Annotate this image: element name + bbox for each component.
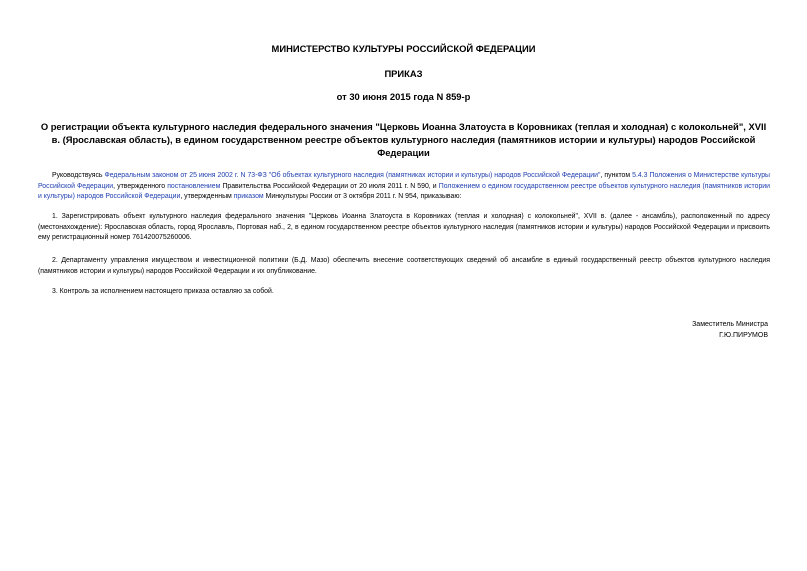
- order-item-2: 2. Департаменту управления имуществом и инвестиционной политики (Б.Д. Мазо) обеспечить внесение соответствующих сведений об ансамбле в единый государственный реестр объектов культурного наследия (памятников истории и культуры) народов Российской Федерации и их опубликование.: [38, 257, 770, 275]
- registry-regulation-link[interactable]: Положением о едином государственном реестре объектов культурного наследия (памятников истории и культуры) народов Российской Федерации: [38, 182, 770, 201]
- signatory-name: Г.Ю.ПИРУМОВ: [719, 332, 768, 339]
- ministry-heading: МИНИСТЕРСТВО КУЛЬТУРЫ РОССИЙСКОЙ ФЕДЕРАЦИИ: [271, 43, 536, 54]
- ministry-regulation-link[interactable]: 5.4.3 Положения о Министерстве культуры Российской Федерации: [38, 172, 770, 190]
- document-date-number: от 30 июня 2015 года N 859-р: [336, 91, 471, 102]
- preamble-text-1: Руководствуясь: [52, 172, 105, 179]
- document-type: ПРИКАЗ: [384, 68, 423, 79]
- preamble-text-6: Минкультуры России от 3 октября 2011 г. N 954, приказываю:: [263, 193, 462, 201]
- federal-law-link[interactable]: Федеральным законом от 25 июня 2002 г. N 73-ФЗ "Об объектах культурного наследия (памятниках истории и культуры) народов Российской Федерации": [104, 172, 601, 179]
- order-item-1: 1. Зарегистрировать объект культурного наследия федерального значения "Церковь Иоанна Златоуста в Коровниках (теплая и холодная) с колокольней", XVII в. (далее - ансамбль), расположенный по адресу (местонахождение): Ярославская область, город Ярославль, Портовая наб., 2, в едином государственном реестре объектов культурного наследия (памятников истории и культуры) народов Российской Федерации и присвоить ему регистрационный номер 761420075260006.: [38, 213, 770, 242]
- preamble-text-3: , утвержденного: [113, 182, 168, 190]
- preamble-paragraph: [38, 171, 770, 203]
- preamble-text-5: , утвержденным: [180, 193, 234, 201]
- preamble-text-4: Правительства Российской Федерации от 20 июля 2011 г. N 590, и: [220, 182, 439, 190]
- document-title: О регистрации объекта культурного наследия федерального значения "Церковь Иоанна Златоуста в Коровниках (теплая и холодная) с колокольней", XVII в. (Ярославская область), в едином государственном реестре объектов культурного наследия (памятников истории и культуры) народов Российской Федерации: [40, 121, 767, 158]
- order-item-3: 3. Контроль за исполнением настоящего приказа оставляю за собой.: [52, 288, 274, 295]
- preamble-text-2: , пунктом: [600, 172, 633, 179]
- order-link[interactable]: приказом: [233, 193, 264, 201]
- government-resolution-link[interactable]: постановлением: [167, 182, 221, 190]
- signatory-position: Заместитель Министра: [692, 321, 768, 328]
